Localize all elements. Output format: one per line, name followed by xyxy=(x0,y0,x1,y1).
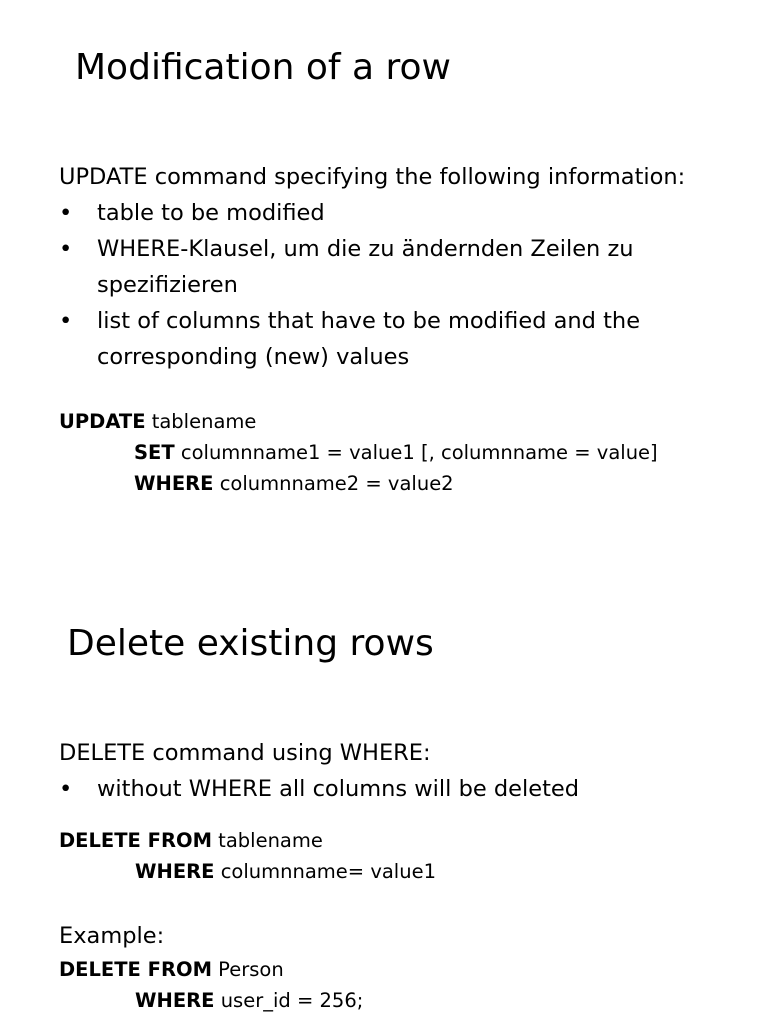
update-syntax-line-1 xyxy=(59,406,256,437)
bullet-text: without WHERE all columns will be deleted xyxy=(97,776,580,802)
sql-text: tablename xyxy=(211,829,323,852)
bullet-icon: • xyxy=(59,776,73,802)
bullet-text: WHERE-Klausel, um die zu ändernden Zeilen zu spezifizieren xyxy=(97,236,634,298)
update-syntax-line-2 xyxy=(134,437,658,468)
delete-section-title: Delete existing rows xyxy=(67,623,434,664)
delete-intro: DELETE command using WHERE: xyxy=(59,740,431,766)
sql-text: columnname= value1 xyxy=(214,860,436,883)
bullet-icon: • xyxy=(59,200,73,226)
sql-text: columnname2 = value2 xyxy=(213,472,454,495)
bullet-text: list of columns that have to be modified and the corresponding (new) values xyxy=(97,308,641,370)
sql-keyword: DELETE FROM xyxy=(59,829,212,852)
bullet-icon: • xyxy=(59,308,73,334)
bullet-icon: • xyxy=(59,236,73,262)
delete-syntax-line-1 xyxy=(59,825,323,856)
list-item xyxy=(59,195,699,231)
bullet-text: table to be modified xyxy=(97,200,325,226)
list-item xyxy=(59,771,699,807)
example-line-1 xyxy=(59,954,284,985)
example-label: Example: xyxy=(59,923,165,949)
delete-bullet-list xyxy=(59,771,699,807)
update-bullet-list xyxy=(59,195,699,375)
list-item xyxy=(59,231,699,303)
sql-text: columnname1 = value1 [, columnname = value] xyxy=(174,441,658,464)
sql-keyword: WHERE xyxy=(135,989,215,1012)
sql-text: Person xyxy=(211,958,284,981)
update-intro: UPDATE command specifying the following information: xyxy=(59,164,686,190)
delete-syntax-line-2 xyxy=(135,856,436,887)
sql-keyword: UPDATE xyxy=(59,410,146,433)
sql-text: user_id = 256; xyxy=(214,989,364,1012)
sql-keyword: DELETE FROM xyxy=(59,958,212,981)
sql-keyword: WHERE xyxy=(134,472,214,495)
update-syntax-line-3 xyxy=(134,468,454,499)
list-item xyxy=(59,303,699,375)
example-line-2 xyxy=(135,985,363,1016)
sql-keyword: WHERE xyxy=(135,860,215,883)
update-section-title: Modification of a row xyxy=(75,47,451,88)
sql-text: tablename xyxy=(145,410,257,433)
sql-keyword: SET xyxy=(134,441,175,464)
